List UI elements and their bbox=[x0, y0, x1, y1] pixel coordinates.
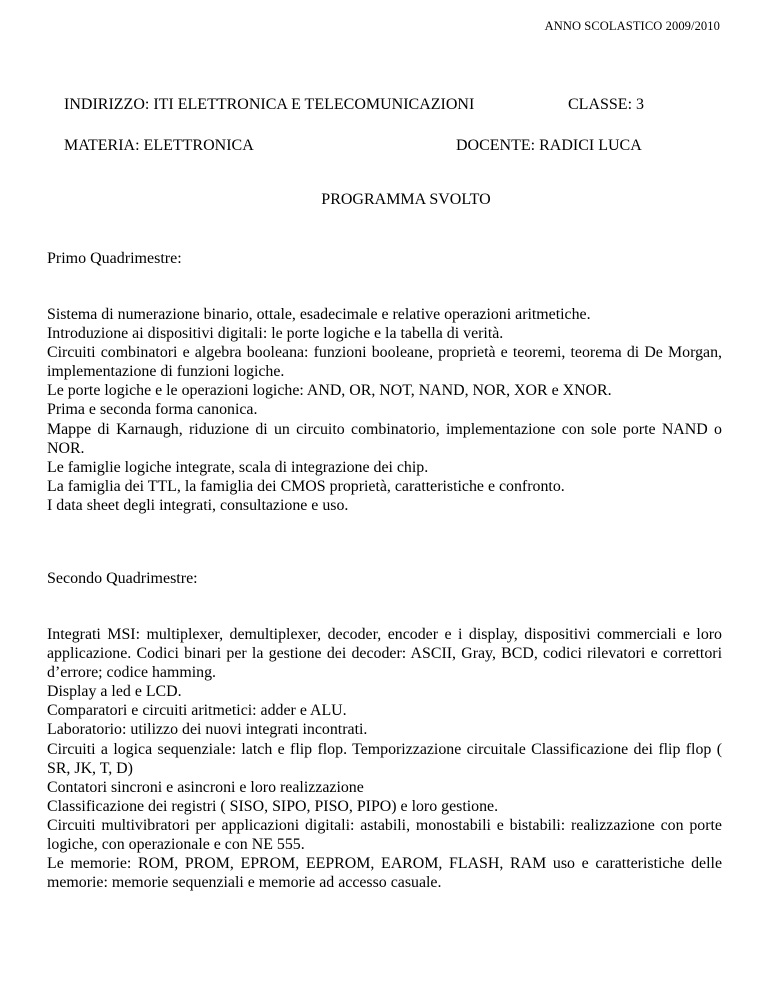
program-item: Prima e seconda forma canonica. bbox=[47, 401, 258, 419]
program-item: Integrati MSI: multiplexer, demultiplexer, decoder, encoder e i display, dispositivi commerciali e loro applicazione. Codici binari per la gestione dei decoder: ASCII, Gray, BCD, codici rilevatori e correttori d’errore; codice hamming. bbox=[47, 626, 722, 682]
program-item: Introduzione ai dispositivi digitali: le porte logiche e la tabella di verità. bbox=[47, 325, 504, 343]
section-content-secondo bbox=[47, 625, 722, 892]
program-item: Contatori sincroni e asincroni e loro realizzazione bbox=[47, 778, 364, 796]
program-item: La famiglia dei TTL, la famiglia dei CMOS proprietà, caratteristiche e confronto. bbox=[47, 477, 565, 495]
program-item: Classificazione dei registri ( SISO, SIPO, PISO, PIPO) e loro gestione. bbox=[47, 797, 499, 815]
program-item: Comparatori e circuiti aritmetici: adder e ALU. bbox=[47, 702, 347, 720]
program-item: I data sheet degli integrati, consultazione e uso. bbox=[47, 496, 349, 514]
docente-label: DOCENTE: RADICI LUCA bbox=[456, 137, 642, 154]
school-year-header: ANNO SCOLASTICO 2009/2010 bbox=[544, 19, 720, 33]
program-item: Sistema di numerazione binario, ottale, esadecimale e relative operazioni aritmetiche. bbox=[47, 306, 591, 323]
indirizzo-label: INDIRIZZO: ITI ELETTRONICA E TELECOMUNICAZIONI bbox=[64, 96, 475, 113]
program-item: Circuiti combinatori e algebra booleana: funzioni booleane, proprietà e teoremi, teorema di De Morgan, implementazione di funzioni logiche. bbox=[47, 344, 722, 381]
section-content-primo bbox=[47, 305, 722, 515]
program-item: Le famiglie logiche integrate, scala di integrazione dei chip. bbox=[47, 458, 429, 476]
section-heading-primo: Primo Quadrimestre: bbox=[47, 250, 182, 267]
program-item: Laboratorio: utilizzo dei nuovi integrati incontrati. bbox=[47, 721, 368, 739]
program-item: Circuiti a logica sequenziale: latch e flip flop. Temporizzazione circuitale Classificazione dei flip flop ( SR, JK, T, D) bbox=[47, 740, 722, 777]
section-heading-secondo: Secondo Quadrimestre: bbox=[47, 570, 198, 587]
classe-label: CLASSE: 3 bbox=[568, 96, 645, 113]
program-item: Le memorie: ROM, PROM, EPROM, EEPROM, EAROM, FLASH, RAM uso e caratteristiche delle memorie: memorie sequenziali e memorie ad accesso casuale. bbox=[47, 855, 722, 892]
page-title: PROGRAMMA SVOLTO bbox=[321, 191, 491, 208]
program-item: Display a led e LCD. bbox=[47, 683, 182, 701]
program-item: Mappe di Karnaugh, riduzione di un circuito combinatorio, implementazione con sole porte NAND o NOR. bbox=[47, 420, 722, 457]
materia-label: MATERIA: ELETTRONICA bbox=[64, 137, 254, 154]
program-item: Circuiti multivibratori per applicazioni digitali: astabili, monostabili e bistabili: realizzazione con porte logiche, con operazionale e con NE 555. bbox=[47, 816, 722, 854]
program-item: Le porte logiche e le operazioni logiche: AND, OR, NOT, NAND, NOR, XOR e XNOR. bbox=[47, 382, 612, 400]
